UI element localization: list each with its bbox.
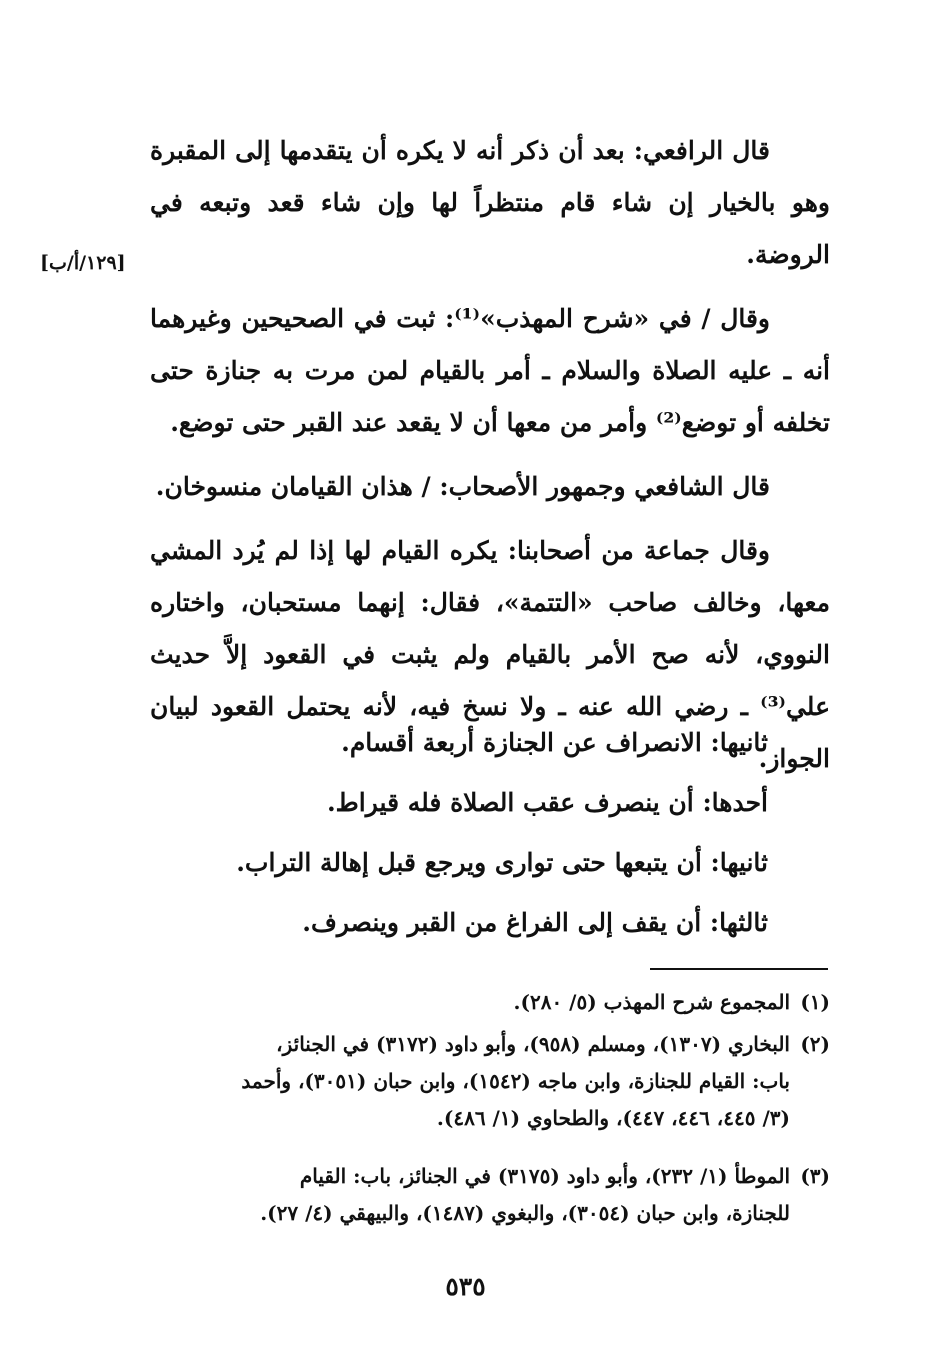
footnote-separator	[650, 968, 828, 970]
list-item: ثانيها: الانصراف عن الجنازة أربعة أقسام.	[341, 728, 768, 757]
footnote-line: (٣/ ٤٤٥، ٤٤٦، ٤٤٧)، والطحاوي (١/ ٤٨٦).	[436, 1106, 790, 1130]
footnote-line: باب: القيام للجنازة، وابن ماجه (١٥٤٢)، وابن حبان (٣٠٥١)، وأحمد	[241, 1069, 790, 1093]
footnote-3	[160, 1158, 830, 1232]
list-item: ثالثها: أن يقف إلى الفراغ من القبر وينصرف.	[302, 908, 768, 937]
footnote-1	[160, 984, 830, 1021]
footnote-line: للجنازة، وابن حبان (٣٠٥٤)، والبغوي (١٤٨٧)، والبيهقي (٤/ ٢٧).	[260, 1201, 790, 1225]
paragraph-1: قال الرافعي: بعد أن ذكر أنه لا يكره أن يتقدمها إلى المقبرة وهو بالخيار إن شاء قام منتظراً لها وإن شاء قعد وتبعه في الروضة.	[150, 136, 830, 269]
footnote-number: (١)	[800, 990, 830, 1014]
list-item: ثانيها: أن يتبعها حتى توارى ويرجع قبل إهالة التراب.	[236, 848, 768, 877]
footnote-line: المجموع شرح المهذب (٥/ ٢٨٠).	[513, 990, 790, 1014]
footnote-line: البخاري (١٣٠٧)، ومسلم (٩٥٨)، وأبو داود (٣١٧٢) في الجنائز،	[276, 1032, 790, 1056]
page-number: ٥٣٥	[445, 1272, 486, 1301]
margin-reference: [١٢٩/أ/ب]	[40, 252, 126, 274]
footnote-line: الموطأ (١/ ٢٣٢)، وأبو داود (٣١٧٥) في الجنائز، باب: القيام	[299, 1164, 790, 1188]
footnote-number: (٢)	[800, 1032, 830, 1056]
paragraph-2: وقال / في «شرح المهذب»⁽¹⁾: ثبت في الصحيحين وغيرهما أنه ـ عليه الصلاة والسلام ـ أمر بالقيام لمن مرت به جنازة حتى تخلفه أو توضع⁽²⁾ وأمر من معها أن لا يقعد عند القبر حتى توضع.	[150, 304, 830, 437]
main-text	[150, 125, 830, 785]
paragraph-4: وقال جماعة من أصحابنا: يكره القيام لها إذا لم يُرد المشي معها، وخالف صاحب «التتمة»، فقال: إنهما مستحبان، واختاره النووي، لأنه صح الأمر بالقيام ولم يثبت في القعود إلاَّ حديث علي⁽³⁾ ـ رضي الله عنه ـ ولا نسخ فيه، لأنه يحتمل القعود لبيان الجواز.	[150, 536, 830, 773]
footnote-number: (٣)	[800, 1164, 830, 1188]
footnote-2	[160, 1026, 830, 1137]
paragraph-3: قال الشافعي وجمهور الأصحاب: / هذان القيامان منسوخان.	[155, 472, 770, 501]
list-item: أحدها: أن ينصرف عقب الصلاة فله قيراط.	[326, 788, 768, 817]
